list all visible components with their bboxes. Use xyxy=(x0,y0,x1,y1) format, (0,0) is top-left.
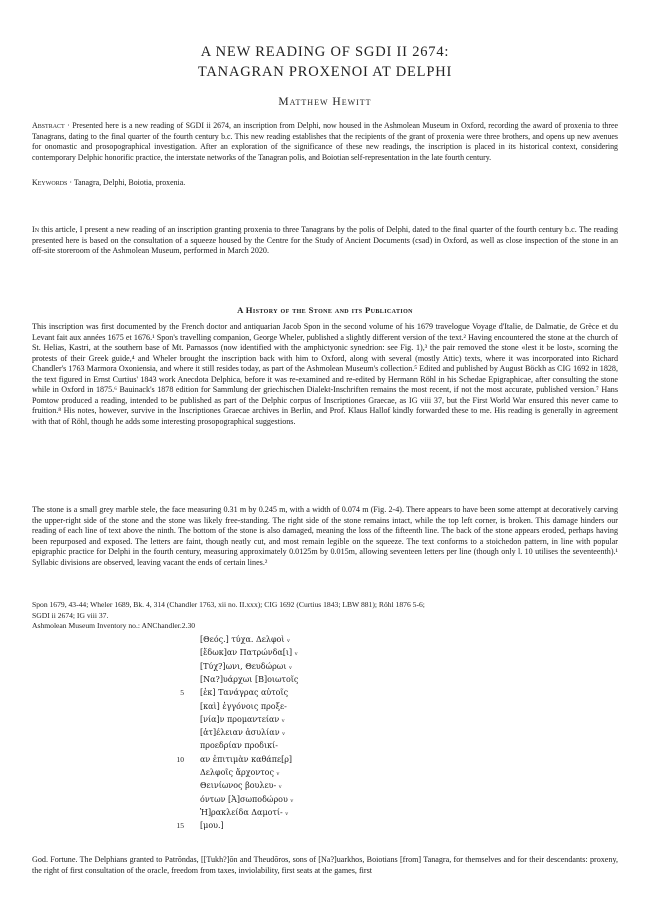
inscription-line-number: 10 xyxy=(176,754,184,764)
intro-text: this article, I present a new reading of an inscription granting proxenia to three Tanagrans by the polis of Delphi, dated to the final quarter of the fourth century b.c. The reading presented here is based on the consultation of a squeeze housed by the Centre for the Study of Ancient Documents (csad) in Oxford, as well as close inspection of the stone in an off-site storeroom of the Ashmolean Museum, performed in March 2020. xyxy=(32,225,618,255)
section-heading: A History of the Stone and its Publication xyxy=(237,305,413,315)
inscription-line: [μου.] xyxy=(200,821,224,831)
inscription-line-number: 5 xyxy=(180,688,184,698)
intro-paragraph xyxy=(32,225,618,257)
abstract-separator: · xyxy=(64,121,73,130)
abstract-text: Presented here is a new reading of SGDI ii 2674, an inscription from Delphi, now housed in the Ashmolean Museum in Oxford, recording the award of proxenia to three Tanagrans, dating to the final quarter of the fourth century b.c. This new reading establishes that the recipients of the grant of proxenia were three brothers, and opens up new avenues for onomastic and prosopographical investigation. After an exploration of the significance of these new readings, the inscription is placed in its historical context, considering contemporary Delphic honorific practice, the interstate networks of the Tanagran polis, and Boiotian self-representation in the late fourth century. xyxy=(32,121,618,162)
body-paragraph-history: This inscription was first documented by the French doctor and antiquarian Jacob Spon in the second volume of his 1679 travelogue Voyage d'Italie, de Dalmatie, de Grèce et du Levant fait aux années 1675 et 1676.¹ Spon's travelling companion, George Wheler, published a slightly different version of the text.² Having encountered the stone at the church of St. Helias, Kastri, at the southern base of Mt. Parnassos (now identified with the amphictyonic synedrion: see Fig. 1),³ the pair removed the stone «lest it be lost», scorning the protests of their Greek guide,⁴ and Wheler brought the inscription back with him to Oxford, along with several (mostly Attic) texts, where it was incorporated into Richard Chandler's 1763 Marmora Oxoniensia, and where it still resides today, as part of the Ashmolean Museum's collection.⁵ Edited and published by August Böckh as CIG 1692 in 1828, the text figured in Ernst Curtius' 1843 work Anecdota Delphica, before it was re-examined and re-edited by Hermann Röhl in his Schedae Epigraphicae, after consulting the stone while in Oxford in 1875.⁶ Bauinack's 1878 edition for Sammlung der griechischen Dialekt-Inschriften remains the most recent, if not the most accurate, published version.⁷ Hans Pomtow produced a reading, intended to be published as part of the Delphic corpus of Inscriptiones Graecae, as IG viii 37, but the First World War ensured this never came to fruition.⁸ His notes, however, survive in the Inscriptiones Graecae archives in Berlin, and Prof. Klaus Hallof kindly forwarded these to me. His reading is generally in agreement with that of Röhl, though he adds some interesting prosopographical suggestions. xyxy=(32,322,618,426)
keywords xyxy=(32,178,618,189)
translation-paragraph: God. Fortune. The Delphians granted to Patrōndas, [[Tukh?]ōn and Theudōros, sons of [Na?]uarkhos, Boiotians [from] Tanagra, for themselves and for their descendants: proxeny, the right of first consultation of the oracle, freedom from taxes, inviolability, first seats at the games, first xyxy=(32,855,618,875)
keywords-label: Keywords xyxy=(32,178,68,187)
greek-inscription-text xyxy=(0,635,650,845)
inscription-line: [Τύχ?]ωνι, Θευδώρωι ᵥ xyxy=(200,661,292,671)
inscription-line-number: 15 xyxy=(176,821,184,831)
article-title-line-2: TANAGRAN PROXENOI AT DELPHI xyxy=(197,64,453,80)
references-line-2: SGDI ii 2674; IG viii 37. xyxy=(32,610,109,620)
inscription-line: [καὶ] ἐγγόνοις προξε- xyxy=(200,701,287,711)
body-paragraph-stone: The stone is a small grey marble stele, the face measuring 0.31 m by 0.245 m, with a width of 0.074 m (Fig. 2-4). There appears to have been some attempt at decoratively carving the upper-right side of the stone and the stone was likely free-standing. The right side of the stone remains intact, while the top left corner, is broken. This damage hinders our reading of each line of text above the ninth. The bottom of the stone is also damaged, meaning the loss of the fifteenth line. The back of the stone appears eroded, perhaps having been repurposed and exposed. The letters are faint, though neatly cut, and most remain legible on the squeeze. The text conforms to a stoichedon pattern, in line with popular epigraphic practice for Delphi in the fourth century, measuring approximately 0.0125m by 0.015m, allowing seventeen letters per line (though only l. 10 utilises the seventeenth).¹ Syllabic divisions are observed, leaving vacant the ends of certain lines.² xyxy=(32,505,618,567)
inventory-number: Ashmolean Museum Inventory no.: ANChandler.2.30 xyxy=(32,621,196,630)
references-line-1: Spon 1679, 43-44; Wheler 1689, Bk. 4, 314 (Chandler 1763, xii no. II.xxx); CIG 1692 (Curtius 1843; LBW 881); Röhl 1876 5-6; xyxy=(32,600,425,609)
author-name: Matthew Hewitt xyxy=(278,96,372,108)
inscription-line: όντων [Ἀ]σωποδώρου ᵥ xyxy=(200,794,294,804)
keywords-text: Tanagra, Delphi, Boiotia, proxenia. xyxy=(73,178,186,187)
inscription-line: αν ἐπιτιμὰν καθάπε[ρ] xyxy=(200,754,293,764)
inscription-line: [νία]ν προμαντείαν ᵥ xyxy=(200,714,285,724)
inscription-line: Θεινίωνος βουλευ- ᵥ xyxy=(200,781,282,791)
intro-lead: In xyxy=(32,225,40,234)
inscription-line: [Θεός.] τύχα. Δελφοὶ ᵥ xyxy=(200,635,291,644)
bibliographic-references xyxy=(32,600,618,621)
abstract xyxy=(32,121,618,163)
inscription-line: Δελφοῖς ἄρχοντος ᵥ xyxy=(200,768,280,777)
abstract-label: Abstract xyxy=(32,121,65,130)
keywords-separator: · xyxy=(67,178,74,187)
inscription-line: [Να?]υάρχωι [Β]οιωτοῖς xyxy=(200,674,299,684)
article-title-line-1: A NEW READING OF SGDI II 2674: xyxy=(200,44,450,60)
inscription-line: Ἡ]ρακλείδα Δαμοτί- ᵥ xyxy=(200,807,289,817)
inscription-line: [ἀτ]έλειαν ἀσυλίαν ᵥ xyxy=(200,728,286,738)
inscription-line: προεδρίαν προδικί- xyxy=(200,741,278,751)
inscription-line: [ἔδωκ]αν Πατρώνδα[ι] ᵥ xyxy=(200,648,298,658)
inscription-line: [ἐκ] Τανάγρας αὐτοῖς xyxy=(200,688,289,698)
